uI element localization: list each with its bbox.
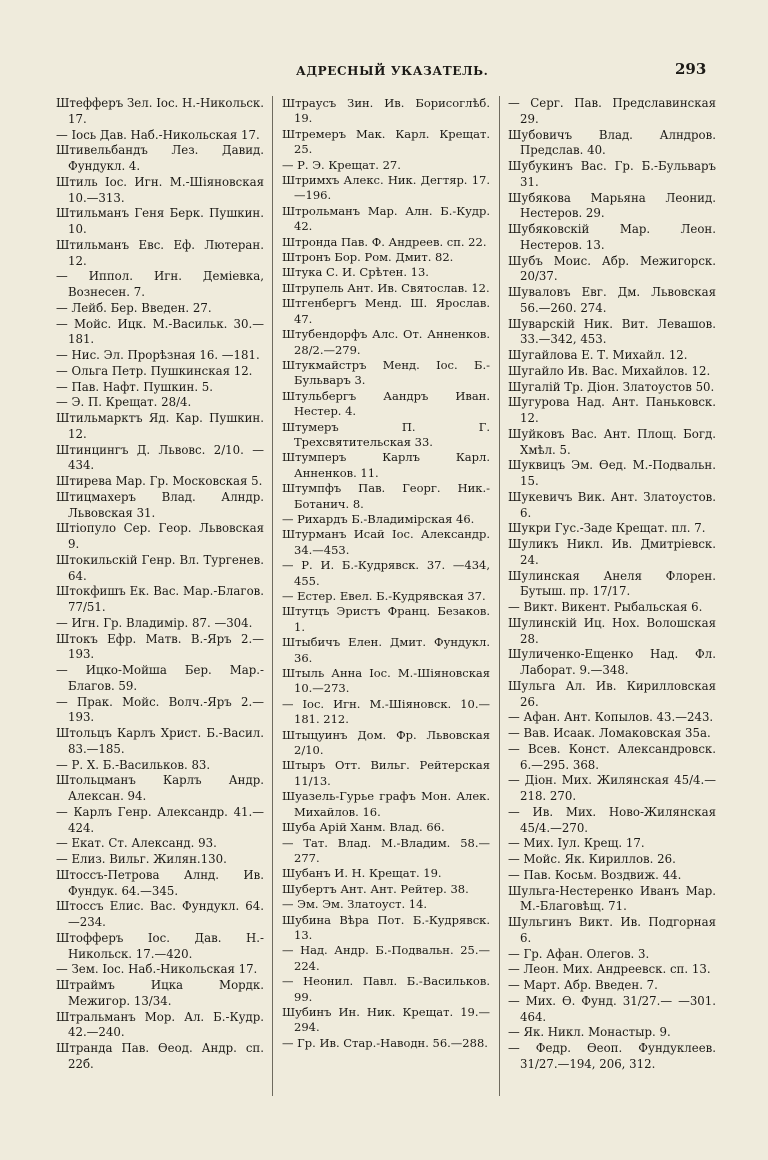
directory-entry: Штумпфъ Пав. Георг. Ник.-Ботанич. 8. [282,481,490,511]
directory-entry: — Ицко-Мойша Бер. Мар.-Благов. 59. [56,663,264,693]
directory-entry: — Э. П. Крещат. 28/4. [56,395,192,410]
directory-entry: Штраусъ Зин. Ив. Борисоглѣб. 19. [282,96,490,126]
directory-entry: Шубинъ Ин. Ник. Крещат. 19.—294. [282,1004,490,1035]
directory-entry: Штоссъ-Петрова Алнд. Ив. Фундук. 64.—345. [56,867,264,898]
directory-entry: — Іос. Игн. М.-Шіяновск. 10.—181. 212. [282,696,490,727]
directory-entry: — Пав. Нафт. Пушкин. 5. [56,379,214,394]
directory-entry: Штинцингъ Д. Львовс. 2/10. —434. [56,442,264,473]
directory-entry: — Федр. Ѳеоп. Фундуклеев. 31/27.—194, 206, 312. [508,1041,716,1071]
directory-entry: — Март. Абр. Введен. 7. [508,978,658,992]
directory-entry: Шуазель-Гурье графъ Мон. Алек. Михайлов. 16. [282,789,490,819]
directory-entry: Шуйковъ Вас. Ант. Площ. Богд. Хмѣл. 5. [508,426,716,457]
directory-entry: Шубина Вѣра Пот. Б.-Кудрявск. 13. [282,912,490,942]
directory-entry: Штримхъ Алекс. Ник. Дегтяр. 17.—196. [282,173,490,203]
directory-entry: Штокфишъ Ек. Вас. Мар.-Благов. 77/51. [56,584,264,614]
directory-entry: — Діон. Мих. Жилянская 45/4.—218. 270. [508,773,716,803]
directory-entry: Шубанъ И. Н. Крещат. 19. [282,866,442,881]
directory-entry: Штраймъ Ицка Мордк. Межигор. 13/34. [56,978,264,1008]
directory-entry: — Нис. Эл. Прорѣзная 16. —181. [56,348,260,362]
directory-entry: — Естер. Евел. Б.-Кудрявская 37. [282,589,486,603]
directory-entry: — Неонил. Павл. Б.-Васильков. 99. [282,974,490,1004]
directory-entry: Штральманъ Мор. Ал. Б.-Кудр. 42.—240. [56,1009,264,1040]
directory-entry: Штука С. И. Срѣтен. 13. [282,265,429,280]
directory-entry: — Игн. Гр. Владимір. 87. —304. [56,615,253,630]
directory-entry: — Мойс. Як. Кириллов. 26. [508,852,676,866]
directory-entry: Штгенбергъ Менд. Ш. Ярослав. 47. [282,296,490,326]
directory-entry: — Ольга Петр. Пушкинская 12. [56,363,253,378]
directory-entry: Шуварскій Ник. Вит. Левашов. 33.—342, 453. [508,316,716,347]
directory-entry: — Гр. Афан. Олегов. 3. [508,946,650,961]
directory-entry: Штокильскій Генр. Вл. Тургенев. 64. [56,552,264,583]
directory-entry: Штронда Пав. Ф. Андреев. сп. 22. [282,234,487,249]
directory-entry: — Пав. Косьм. Воздвиж. 44. [508,867,682,882]
directory-entry: — Іось Дав. Наб.-Никольская 17. [56,127,260,142]
directory-entry: Шувaловъ Евг. Дм. Львовская 56.—260. 274. [508,285,716,315]
page-number: 293 [675,60,707,78]
directory-entry: Шугайлова Е. Т. Михайл. 12. [508,348,688,362]
directory-entry: Шубукинъ Вас. Гр. Б.-Бульваръ 31. [508,159,716,189]
directory-entry: — Иппол. Игн. Деміевка, Вознесен. 7. [56,269,264,299]
directory-entry: Шукевичъ Вик. Ант. Златоустов. 6. [508,489,716,520]
directory-column-2 [282,96,490,1051]
directory-entry: Штефферъ Зел. Іос. Н.-Никольск. 17. [56,96,264,126]
directory-entry: Штутцъ Эристъ Франц. Безаков. 1. [282,604,490,634]
directory-entry: Штронъ Бор. Ром. Дмит. 82. [282,250,454,265]
directory-entry: Штумперъ Карлъ Карл. Анненков. 11. [282,450,490,480]
directory-entry: — Рихардъ Б.-Владимірская 46. [282,511,475,526]
directory-entry: — Прак. Мойс. Волч.-Яръ 2.—193. [56,694,264,725]
directory-entry: Шульга Ал. Ив. Кирилловская 26. [508,678,716,709]
directory-entry: Штіопуло Сер. Геор. Львовская 9. [56,521,264,551]
directory-entry: Шулинская Анеля Флорен. Бутыш. пр. 17/17. [508,568,716,599]
directory-entry: Шубовичъ Влад. Алндров. Предслав. 40. [508,127,716,158]
directory-entry: — Зем. Іос. Наб.-Никольская 17. [56,962,258,977]
directory-entry: Штольцъ Карлъ Христ. Б.-Васил. 83.—185. [56,726,264,756]
directory-entry: Штицмахеръ Влад. Алндр. Львовская 31. [56,489,264,520]
directory-entry: Штранда Пав. Ѳеод. Андр. сп. 22б. [56,1041,264,1071]
directory-entry: Штыръ Отт. Вильг. Рейтерская 11/13. [282,758,490,788]
directory-entry: Шубяковскій Мар. Леон. Нестеров. 13. [508,222,716,252]
directory-entry: Шубертъ Ант. Ант. Рейтер. 38. [282,881,469,896]
directory-entry: — Вав. Исаак. Ломаковская 35а. [508,726,711,740]
directory-entry: — Р. И. Б.-Кудрявск. 37. —434, 455. [282,558,490,588]
directory-entry: — Карлъ Генр. Александр. 41.— 424. [56,804,264,835]
directory-entry: Штивельбандъ Лез. Давид. Фундукл. 4. [56,143,264,173]
directory-entry: Штокъ Ефр. Матв. В.-Яръ 2.—193. [56,631,264,662]
directory-entry: Штумеръ П. Г. Трехсвятительская 33. [282,419,490,449]
directory-entry: Штрольманъ Мар. Алн. Б.-Кудр. 42. [282,203,490,234]
directory-entry: Шубякова Марьяна Леонид. Нестеров. 29. [508,190,716,221]
directory-entry: Штыбичъ Елен. Дмит. Фундукл. 36. [282,635,490,665]
directory-entry: Штирева Мар. Гр. Московская 5. [56,474,263,488]
directory-entry: — Викт. Викент. Рыбальская 6. [508,600,703,614]
directory-entry: Штрупель Ант. Ив. Святослав. 12. [282,280,490,295]
directory-entry: Шуличенко-Ещенко Над. Фл. Лаборат. 9.—348. [508,647,716,677]
directory-entry: Шульгинъ Викт. Ив. Подгорная 6. [508,915,716,945]
directory-entry: Штыль Анна Іос. М.-Шіяновская 10.—273. [282,666,490,696]
directory-entry: — Над. Андр. Б.-Подвальн. 25.—224. [282,943,490,973]
directory-entry: — Афан. Ант. Копылов. 43.—243. [508,710,714,725]
directory-entry: Шуквицъ Эм. Ѳед. М.-Подвальн. 15. [508,458,716,488]
directory-entry: — Тат. Влад. М.-Владим. 58.—277. [282,835,490,865]
directory-column-1 [56,96,264,1073]
directory-entry: Шуба Арій Ханм. Влад. 66. [282,820,445,835]
directory-entry: — Всев. Конст. Александровск. 6.—295. 368. [508,741,716,772]
directory-entry: — Екат. Ст. Александ. 93. [56,836,217,851]
directory-entry: Штубендорфъ Алс. От. Анненков. 28/2.—279. [282,327,490,357]
directory-entry: Шукри Гус.-Заде Крещат. пл. 7. [508,521,706,536]
directory-entry: Шугалій Тр. Діон. Златоустов 50. [508,379,715,394]
directory-entry: — Р. Х. Б.-Васильков. 83. [56,757,211,772]
directory-entry: Шугурова Над. Ант. Паньковск. 12. [508,395,716,425]
directory-entry: Штыцуинъ Дом. Фр. Львовская 2/10. [282,727,490,758]
directory-entry: Шулинскій Иц. Нох. Волошская 28. [508,615,716,646]
directory-entry: Шугайло Ив. Вас. Михайлов. 12. [508,363,711,378]
directory-entry: Штольцманъ Карлъ Андр. Алексан. 94. [56,773,264,803]
directory-entry: — Ив. Мих. Ново-Жилянская 45/4.—270. [508,804,716,835]
directory-entry: Штильманъ Геня Берк. Пушкин. 10. [56,206,264,236]
directory-entry: Штоссъ Елис. Вас. Фундукл. 64.—234. [56,899,264,929]
directory-entry: — Мойс. Ицк. М.-Васильк. 30.—181. [56,316,264,347]
directory-entry: — Мих. Ѳ. Фунд. 31/27.— —301. 464. [508,993,716,1024]
directory-entry: Штремеръ Мак. Карл. Крещат. 25. [282,126,490,157]
directory-entry: Штурманъ Исай Іос. Александр. 34.—453. [282,527,490,557]
directory-columns [56,96,716,1096]
page-header [0,58,768,82]
directory-entry: Штильманъ Евс. Еф. Лютеран. 12. [56,237,264,268]
directory-entry: Штильмарктъ Яд. Кар. Пушкин. 12. [56,411,264,441]
directory-entry: Штиль Іос. Игн. М.-Шіяновская 10.—313. [56,174,264,205]
directory-column-3 [508,96,716,1073]
directory-entry: Штофферъ Іос. Дав. Н.-Никольск. 17.—420. [56,930,264,961]
directory-entry: Шульга-Нестеренко Иванъ Мар. М.-Благовѣщ. 71. [508,883,716,914]
running-title: АДРЕСНЫЙ УКАЗАТЕЛЬ. [296,64,489,78]
directory-entry: — Р. Э. Крещат. 27. [282,157,401,172]
directory-entry: Шубъ Моис. Абр. Межигорск. 20/37. [508,253,716,284]
directory-entry: — Эм. Эм. Златоуст. 14. [282,897,428,912]
directory-entry: Штульбергъ Аандръ Иван. Нестер. 4. [282,388,490,419]
directory-entry: — Гр. Ив. Стар.-Наводн. 56.—288. [282,1035,488,1050]
directory-entry: — Серг. Пав. Предславинская 29. [508,96,716,126]
directory-entry: — Мих. Іул. Крещ. 17. [508,836,645,851]
directory-entry: — Леон. Мих. Андреевск. сп. 13. [508,962,711,977]
directory-entry: — Як. Никл. Монастыр. 9. [508,1025,671,1040]
directory-entry: Шуликъ Никл. Ив. Дмитріевск. 24. [508,537,716,567]
directory-entry: Штукмайстръ Менд. Іос. Б.-Бульваръ 3. [282,357,490,388]
directory-entry: — Елиз. Вильг. Жилян.130. [56,852,227,866]
directory-entry: — Лейб. Бер. Введен. 27. [56,300,212,315]
